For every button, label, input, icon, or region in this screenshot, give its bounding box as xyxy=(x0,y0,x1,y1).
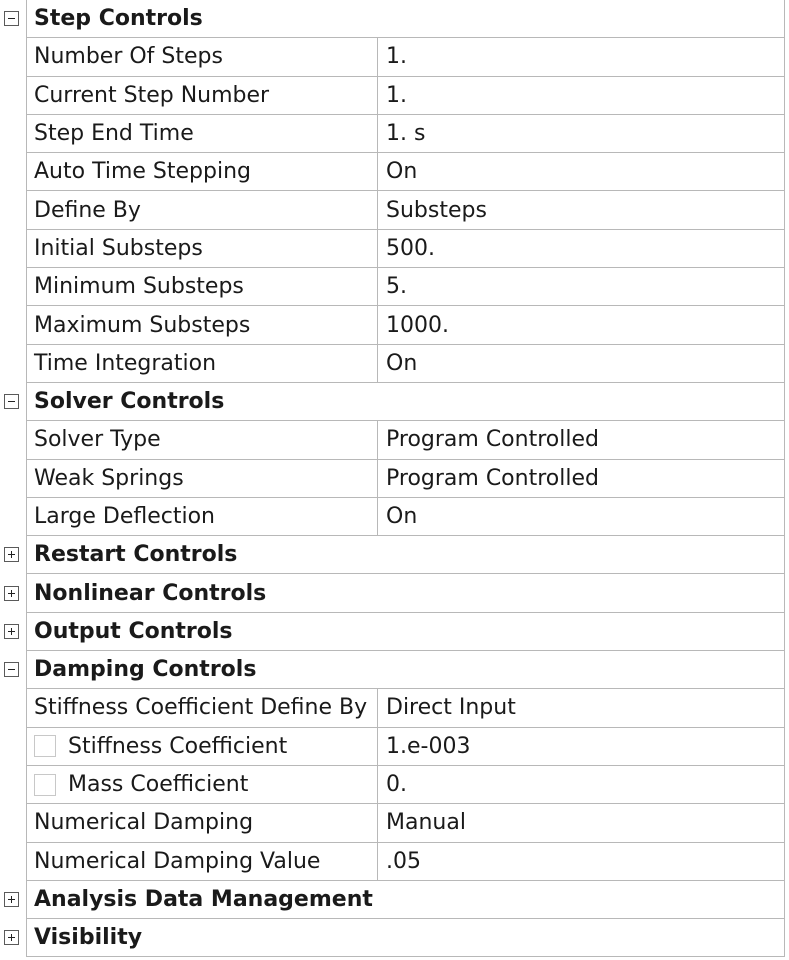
property-name: Define By xyxy=(34,197,141,223)
row-gutter xyxy=(0,306,27,344)
property-value-cell[interactable] xyxy=(378,460,785,498)
property-row-maximum-substeps[interactable] xyxy=(0,306,789,344)
property-row-numerical-damping[interactable] xyxy=(0,804,789,842)
property-name-cell xyxy=(26,153,378,191)
group-title: Solver Controls xyxy=(26,383,785,421)
group-title: Nonlinear Controls xyxy=(26,574,785,612)
group-header-solver-controls[interactable] xyxy=(0,383,789,421)
property-value: Program Controlled xyxy=(386,465,599,491)
row-gutter xyxy=(0,115,27,153)
property-value-cell[interactable] xyxy=(378,689,785,727)
group-title: Damping Controls xyxy=(26,651,785,689)
row-gutter xyxy=(0,268,27,306)
property-name: Initial Substeps xyxy=(34,235,203,261)
row-gutter xyxy=(0,689,27,727)
property-row-define-by[interactable] xyxy=(0,191,789,229)
expand-icon[interactable] xyxy=(4,624,19,639)
property-name: Number Of Steps xyxy=(34,44,223,70)
property-value: On xyxy=(386,350,418,376)
row-gutter xyxy=(0,766,27,804)
property-value-cell[interactable] xyxy=(378,728,785,766)
property-value-cell[interactable] xyxy=(378,191,785,229)
property-value-cell[interactable] xyxy=(378,421,785,459)
property-value: Manual xyxy=(386,810,466,836)
property-name-cell xyxy=(26,115,378,153)
group-header-output-controls[interactable] xyxy=(0,613,789,651)
row-gutter xyxy=(0,728,27,766)
property-name-cell xyxy=(26,268,378,306)
property-value: 0. xyxy=(386,772,407,798)
property-row-large-deflection[interactable] xyxy=(0,498,789,536)
property-name-cell xyxy=(26,689,378,727)
group-gutter xyxy=(0,574,27,612)
row-gutter xyxy=(0,191,27,229)
collapse-icon[interactable] xyxy=(4,394,19,409)
property-name-cell xyxy=(26,498,378,536)
group-gutter xyxy=(0,613,27,651)
group-gutter xyxy=(0,0,27,38)
property-name-cell xyxy=(26,306,378,344)
group-title: Step Controls xyxy=(26,0,785,38)
row-gutter xyxy=(0,843,27,881)
property-row-mass-coefficient[interactable] xyxy=(0,766,789,804)
property-value: 1. s xyxy=(386,121,426,147)
collapse-icon[interactable] xyxy=(4,11,19,26)
row-gutter xyxy=(0,153,27,191)
expand-icon[interactable] xyxy=(4,930,19,945)
parameter-checkbox[interactable] xyxy=(34,774,56,796)
expand-icon[interactable] xyxy=(4,547,19,562)
property-value: Direct Input xyxy=(386,695,516,721)
row-gutter xyxy=(0,230,27,268)
property-row-number-of-steps[interactable] xyxy=(0,38,789,76)
property-row-time-integration[interactable] xyxy=(0,345,789,383)
property-name: Step End Time xyxy=(34,121,194,147)
property-value-cell[interactable] xyxy=(378,804,785,842)
property-value-cell[interactable] xyxy=(378,38,785,76)
row-gutter xyxy=(0,77,27,115)
property-name-cell xyxy=(26,77,378,115)
group-title: Output Controls xyxy=(26,613,785,651)
property-name-cell xyxy=(26,230,378,268)
property-value: 5. xyxy=(386,274,407,300)
property-value-cell[interactable] xyxy=(378,345,785,383)
property-row-stiffness-coefficient[interactable] xyxy=(0,728,789,766)
group-header-analysis-data-management[interactable] xyxy=(0,881,789,919)
group-header-step-controls[interactable] xyxy=(0,0,789,38)
collapse-icon[interactable] xyxy=(4,662,19,677)
panel-border xyxy=(784,0,785,957)
property-row-current-step-number[interactable] xyxy=(0,77,789,115)
property-name: Time Integration xyxy=(34,350,217,376)
property-value: Program Controlled xyxy=(386,427,599,453)
property-name: Mass Coefficient xyxy=(68,772,249,798)
group-gutter xyxy=(0,919,27,957)
property-name: Numerical Damping Value xyxy=(34,848,321,874)
group-title: Visibility xyxy=(26,919,785,957)
property-name: Large Deflection xyxy=(34,504,215,529)
property-value: 1. xyxy=(386,82,407,108)
row-gutter xyxy=(0,460,27,498)
property-name-cell xyxy=(26,728,378,766)
property-name: Maximum Substeps xyxy=(34,312,251,338)
property-row-initial-substeps[interactable] xyxy=(0,230,789,268)
property-name: Auto Time Stepping xyxy=(34,159,251,185)
group-header-restart-controls[interactable] xyxy=(0,536,789,574)
property-row-solver-type[interactable] xyxy=(0,421,789,459)
property-name: Minimum Substeps xyxy=(34,274,244,300)
row-gutter xyxy=(0,421,27,459)
property-value: 500. xyxy=(386,235,435,261)
property-value: 1000. xyxy=(386,312,449,338)
property-name-cell xyxy=(26,460,378,498)
parameter-checkbox[interactable] xyxy=(34,735,56,757)
property-name-cell xyxy=(26,843,378,881)
property-value: Substeps xyxy=(386,197,487,223)
property-value-cell[interactable] xyxy=(378,153,785,191)
property-value: On xyxy=(386,159,418,185)
group-gutter xyxy=(0,383,27,421)
property-row-stiffness-coefficient-define-by[interactable] xyxy=(0,689,789,727)
group-gutter xyxy=(0,651,27,689)
property-value: 1.e-003 xyxy=(386,733,471,759)
property-name-cell xyxy=(26,345,378,383)
property-name: Numerical Damping xyxy=(34,810,254,836)
group-header-damping-controls[interactable] xyxy=(0,651,789,689)
group-title: Restart Controls xyxy=(26,536,785,574)
property-value: .05 xyxy=(386,848,421,874)
expand-icon[interactable] xyxy=(4,586,19,601)
property-value-cell[interactable] xyxy=(378,115,785,153)
property-name-cell xyxy=(26,38,378,76)
property-row-numerical-damping-value[interactable] xyxy=(0,843,789,881)
group-gutter xyxy=(0,536,27,574)
property-name: Stiffness Coefficient Define By xyxy=(34,695,368,721)
row-gutter xyxy=(0,345,27,383)
property-value-cell[interactable] xyxy=(378,268,785,306)
property-name: Current Step Number xyxy=(34,82,270,108)
property-row-step-end-time[interactable] xyxy=(0,115,789,153)
property-name-cell xyxy=(26,421,378,459)
property-name-cell xyxy=(26,191,378,229)
property-value: On xyxy=(386,504,418,529)
group-header-nonlinear-controls[interactable] xyxy=(0,574,789,612)
expand-icon[interactable] xyxy=(4,892,19,907)
property-name: Stiffness Coefficient xyxy=(68,733,288,759)
property-value-cell[interactable] xyxy=(378,498,785,536)
property-row-minimum-substeps[interactable] xyxy=(0,268,789,306)
property-value-cell[interactable] xyxy=(378,766,785,804)
property-value-cell[interactable] xyxy=(378,306,785,344)
property-value-cell[interactable] xyxy=(378,230,785,268)
row-gutter xyxy=(0,38,27,76)
row-gutter xyxy=(0,804,27,842)
property-row-auto-time-stepping[interactable] xyxy=(0,153,789,191)
property-value-cell[interactable] xyxy=(378,843,785,881)
property-value-cell[interactable] xyxy=(378,77,785,115)
property-row-weak-springs[interactable] xyxy=(0,460,789,498)
group-header-visibility[interactable] xyxy=(0,919,789,957)
property-name-cell xyxy=(26,766,378,804)
property-name: Weak Springs xyxy=(34,465,184,491)
group-gutter xyxy=(0,881,27,919)
row-gutter xyxy=(0,498,27,536)
property-name: Solver Type xyxy=(34,427,161,453)
group-title: Analysis Data Management xyxy=(26,881,785,919)
property-value: 1. xyxy=(386,44,407,70)
property-name-cell xyxy=(26,804,378,842)
